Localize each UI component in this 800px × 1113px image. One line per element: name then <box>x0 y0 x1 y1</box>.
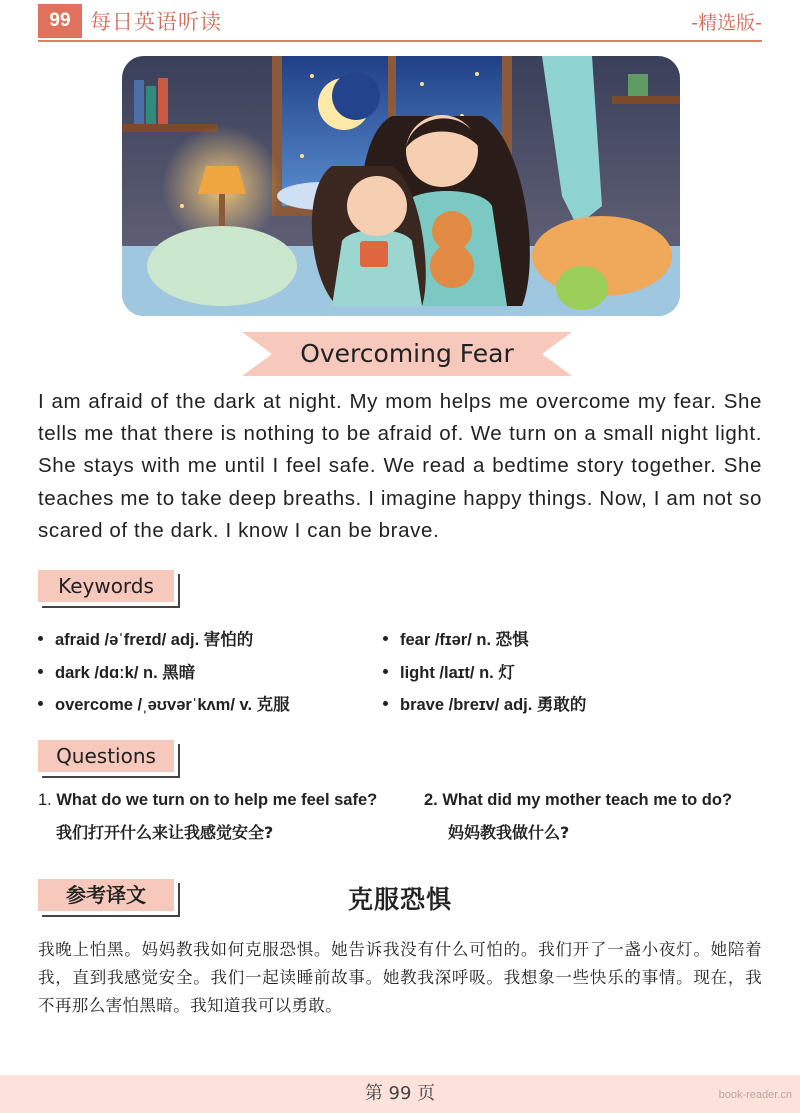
question-text: What do we turn on to help me feel safe? <box>56 791 378 809</box>
keyword-text: afraid /əˈfreɪd/ adj. 害怕的 <box>55 631 254 649</box>
question-number: 2. <box>424 791 438 809</box>
question-2-zh: 妈妈教我做什么? <box>448 823 570 842</box>
story-title-ribbon <box>242 332 572 376</box>
translation-text: 我晚上怕黑。妈妈教我如何克服恐惧。她告诉我没有什么可怕的。我们开了一盏小夜灯。她陪着我，直到我感觉安全。我们一起读睡前故事。她教我深呼吸。我想象一些快乐的事情。现在，我不再那么害怕黑暗。我知道我可以勇敢。 <box>38 940 762 1015</box>
keyword-item <box>38 691 290 715</box>
keyword-text: brave /breɪv/ adj. 勇敢的 <box>400 696 587 714</box>
bullet-icon <box>383 636 388 641</box>
question-text: What did my mother teach me to do? <box>442 791 733 809</box>
illustration-art <box>122 56 680 316</box>
keyword-text: light /laɪt/ n. 灯 <box>400 664 515 682</box>
keyword-text: dark /dɑːk/ n. 黑暗 <box>55 664 196 682</box>
keywords-label-text: Keywords <box>58 574 154 598</box>
series-title: 每日英语听读 <box>90 10 222 34</box>
translation-label <box>38 879 178 915</box>
question-number: 1. <box>38 791 52 809</box>
page-header <box>38 4 762 40</box>
header-divider <box>38 40 762 42</box>
story-title: Overcoming Fear <box>300 339 514 368</box>
keyword-item <box>38 659 195 683</box>
bullet-icon <box>38 701 43 706</box>
keyword-text: fear /fɪər/ n. 恐惧 <box>400 631 529 649</box>
keyword-text: overcome /ˌəʊvərˈkʌm/ v. 克服 <box>55 696 290 714</box>
story-text: I am afraid of the dark at night. My mom helps me overcome my fear. She tells me that there is nothing to be afraid of. We turn on a small night light. She stays with me until I feel safe. We read a bedtime story together. She teaches me to take deep breaths. I imagine happy things. Now, I am not so scared of the dark. I know I can be brave. <box>38 390 762 542</box>
page-number: 第 99 页 <box>364 1083 436 1104</box>
lesson-number: 99 <box>38 4 82 38</box>
bedtime-story-illustration <box>122 56 680 316</box>
questions-label <box>38 740 178 776</box>
question-2 <box>424 791 732 810</box>
bullet-icon <box>38 669 43 674</box>
questions-label-text: Questions <box>56 744 156 768</box>
translation-title: 克服恐惧 <box>347 885 452 914</box>
keyword-item <box>383 691 586 715</box>
bullet-icon <box>383 669 388 674</box>
question-1 <box>38 791 377 810</box>
keywords-label <box>38 570 178 606</box>
translation-label-text: 参考译文 <box>66 883 146 907</box>
watermark: book-reader.cn <box>718 1089 792 1101</box>
keyword-item <box>383 626 529 650</box>
question-1-zh: 我们打开什么来让我感觉安全? <box>56 823 274 842</box>
page-footer <box>0 1075 800 1113</box>
bullet-icon <box>383 701 388 706</box>
keyword-item <box>383 659 515 683</box>
edition-label: -精选版- <box>691 12 762 34</box>
bullet-icon <box>38 636 43 641</box>
keyword-item <box>38 626 253 650</box>
